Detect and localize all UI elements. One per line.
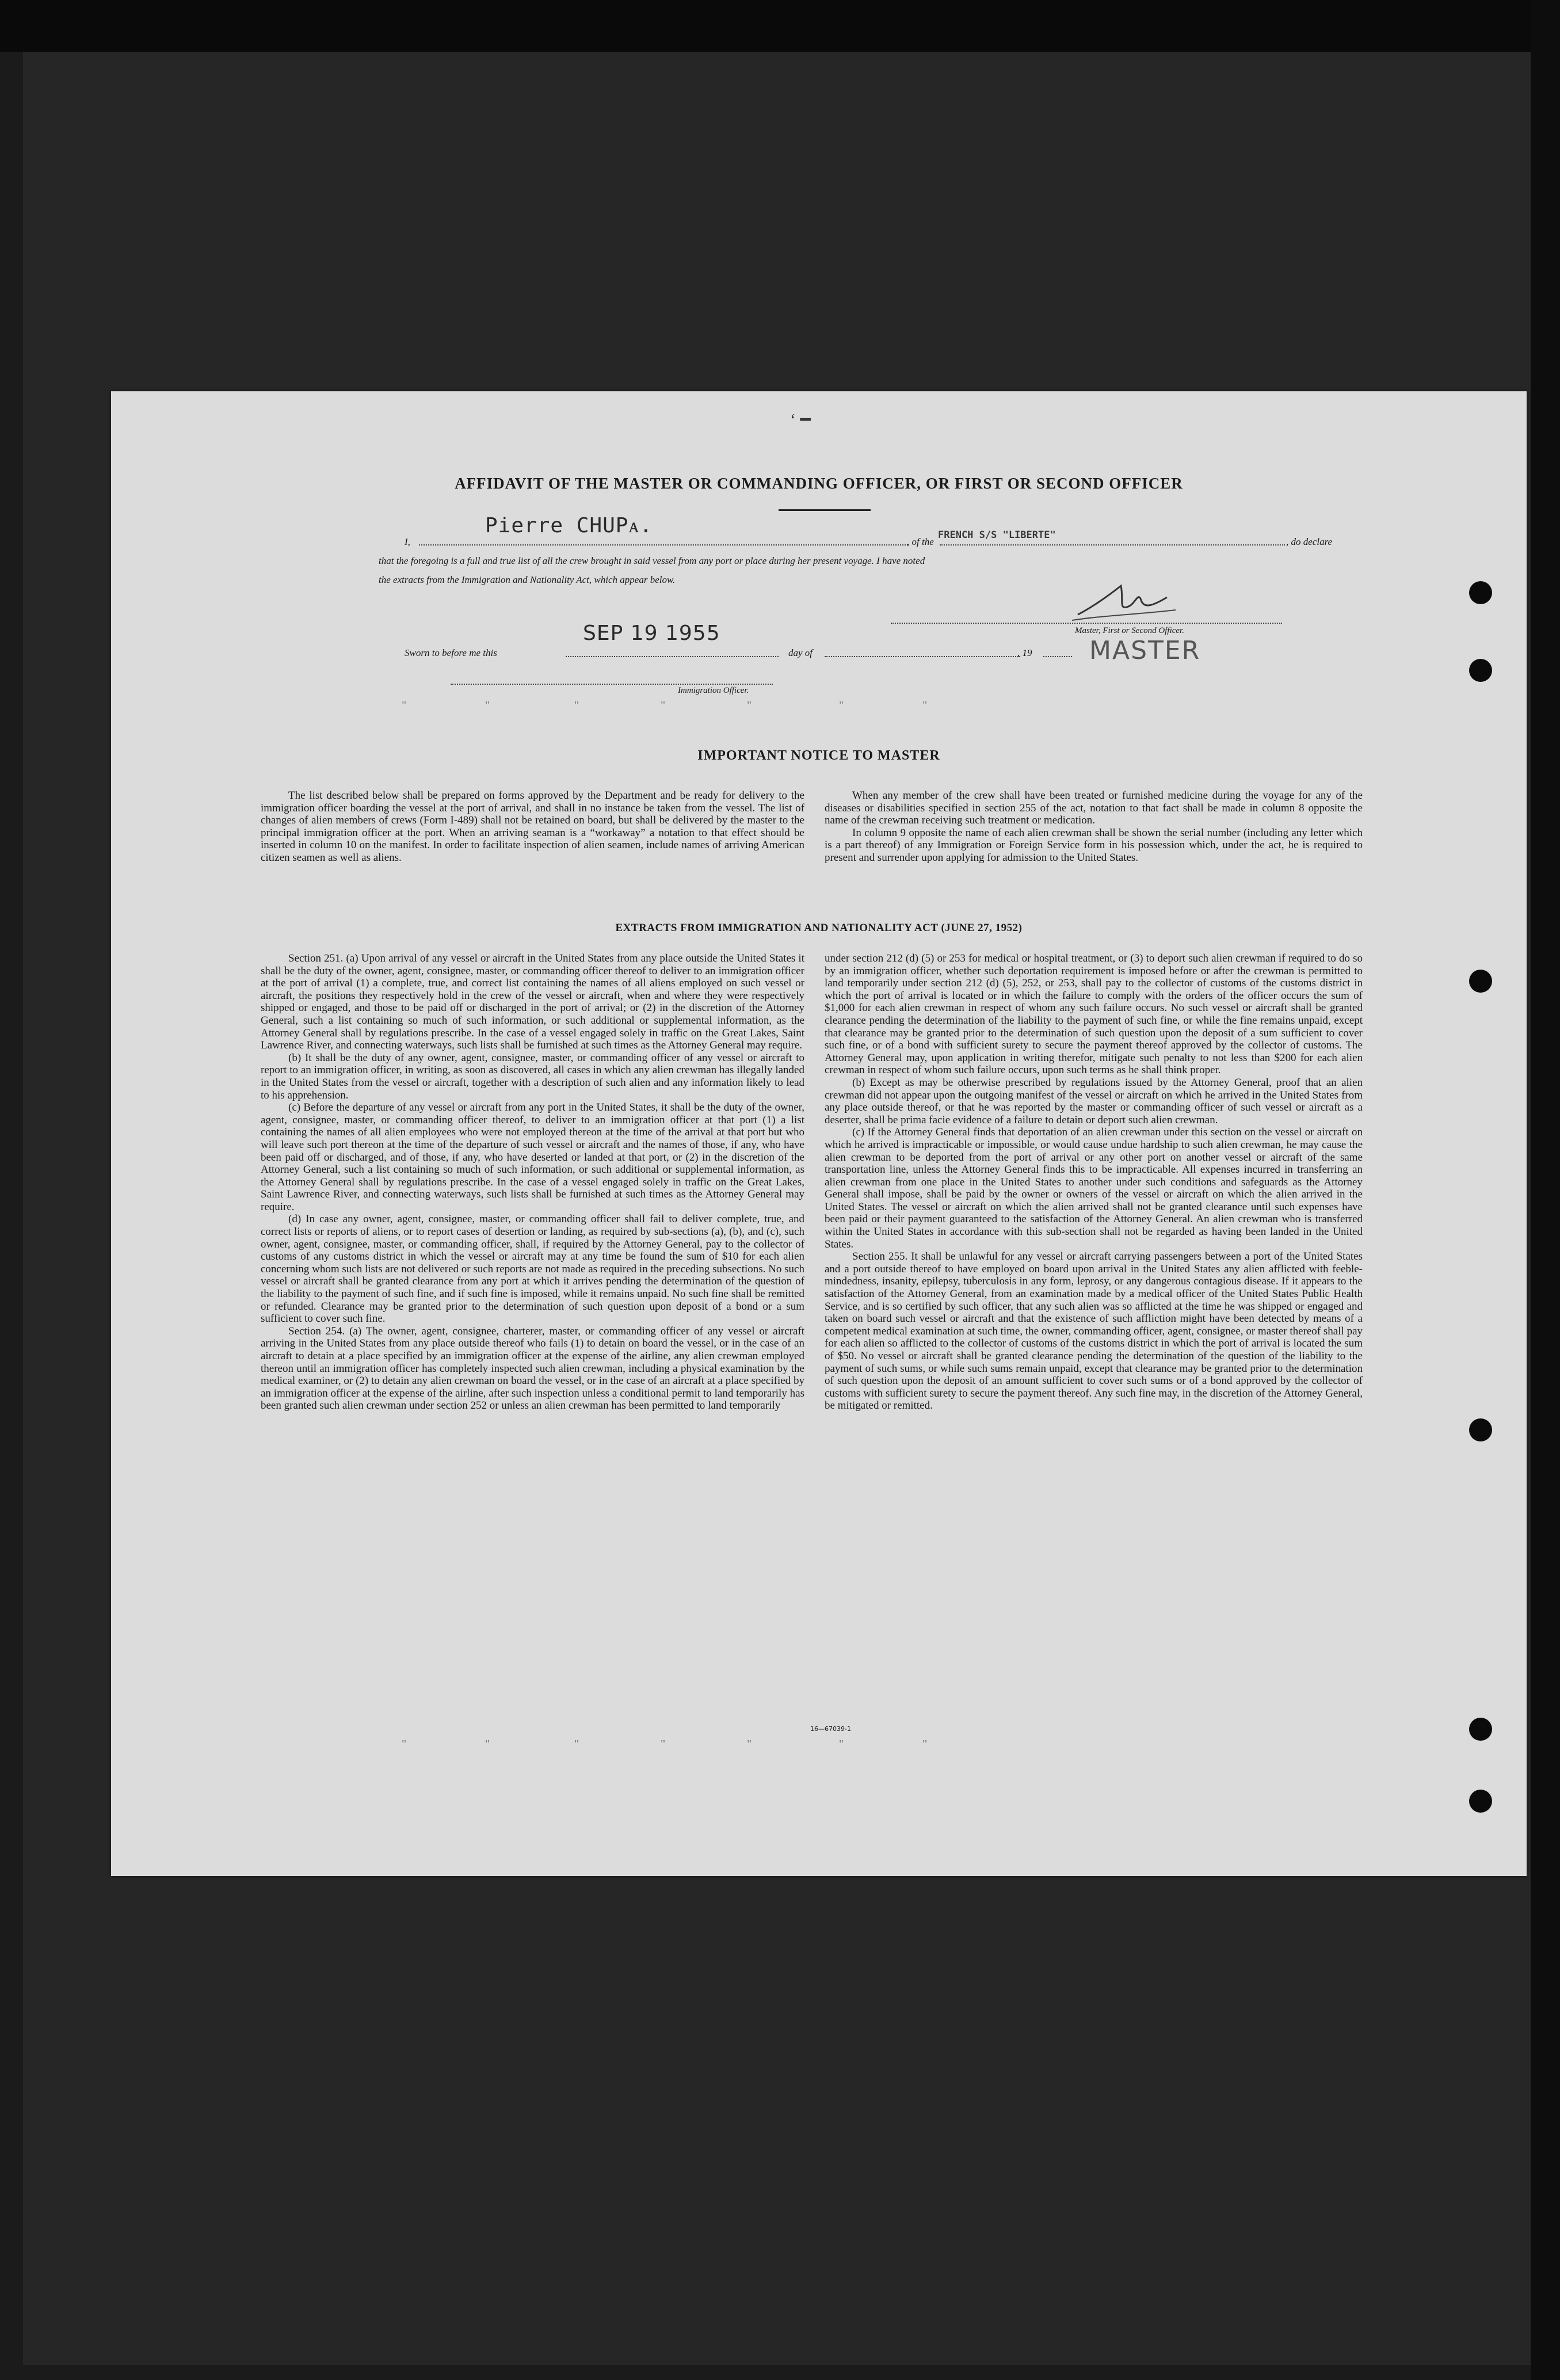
ditto-mark: " <box>402 699 407 712</box>
film-top-border <box>0 0 1560 52</box>
ditto-mark: " <box>922 1738 928 1750</box>
act-section-paragraph: Section 254. (a) The owner, agent, consignee, charterer, master, or commanding officer of any vessel or aircraft arriving in the United States from any place outside thereof who fails (1) to detain on board the vessel, or in the case of an aircraft to detain at a place specified by an immigration officer at the expense of the airline, any alien crewman employed thereon until an immigration officer has completely inspected such alien crewman, including a physical examination by the medical examiner, or (2) to detain any alien crewman on board the vessel, or in the case of an aircraft at a place specified by an immigration officer at the expense of the airline, after such inspection unless a conditional permit to land temporarily has been granted such alien crewman under section 252 or unless an alien crewman has been permitted to land temporarily <box>261 1325 804 1412</box>
ditto-mark: " <box>574 1738 579 1750</box>
printer-code: 16—67039-1 <box>810 1725 851 1733</box>
master-stamp: MASTER <box>1089 636 1201 665</box>
do-declare-label: , do declare <box>1286 536 1333 547</box>
declarant-name-line <box>419 544 908 546</box>
scan-mark: ‘ ━ <box>790 410 811 429</box>
act-section-paragraph: Section 251. (a) Upon arrival of any vessel or aircraft in the United States from any place outside the United States it shall be the duty of the owner, agent, consignee, master, or commanding officer thereof to deliver to an immigration officer at the port of arrival (1) a complete, true, and correct list containing the names of all aliens employed on such vessel or aircraft, the positions they respectively hold in the crew of the vessel or aircraft, when and where they were respectively shipped or engaged, and those to be paid off or discharged in the port of arrival; or (2) in the discretion of the Attorney General, such a list containing so much of such information, or such additional or supplemental information, as the Attorney General shall by regulations prescribe. In the case of a vessel engaged solely in traffic on the Great Lakes, Saint Lawrence River, and connecting waterways, such lists shall be furnished at such times as the Attorney General may require. <box>261 952 804 1052</box>
affidavit-title: AFFIDAVIT OF THE MASTER OR COMMANDING OFFICER, OR FIRST OR SECOND OFFICER <box>455 475 1183 492</box>
act-section-paragraph: Section 255. It shall be unlawful for any vessel or aircraft carrying passengers between a port of the United States and a port outside thereof to have employed on board upon arrival in the United States any alien afflicted with feeble-mindedness, insanity, epilepsy, tuberculosis in any form, leprosy, or any dangerous contagious disease. If it appears to the satisfaction of the Attorney General, from an examination made by a medical officer of the United States Public Health Service, and is so certified by such officer, that any such alien was so afflicted at the time he was shipped or engaged and taken on board such vessel or aircraft and that the existence of such affliction might have been detected by means of a competent medical examination at such time, the owner, commanding officer, agent, consignee, or master thereof shall pay for each alien so afflicted to the collector of customs of the customs district in which the port of arrival is located the sum of $50. No vessel or aircraft shall be granted clearance pending the determination of the question of the liability to the payment of such sums, or while such sums remain unpaid, except that clearance may be granted prior to the determination of such question upon the deposit of an amount sufficient to cover such sums or of a bond approved by the collector of customs with sufficient surety to secure the payment thereof. Any such fine may, in the discretion of the Attorney General, be mitigated or remitted. <box>825 1250 1363 1412</box>
master-signature <box>1066 574 1181 629</box>
declarant-prefix: I, <box>405 536 410 547</box>
notice-left-column <box>261 789 804 864</box>
ditto-mark: " <box>839 1738 844 1750</box>
year-label: , 19 <box>1017 647 1032 658</box>
month-line <box>825 656 1020 657</box>
punch-hole-icon <box>1469 1418 1492 1441</box>
immigration-caption: Immigration Officer. <box>678 686 749 695</box>
ditto-mark: " <box>839 699 844 712</box>
vessel-name: FRENCH S/S "LIBERTE" <box>938 529 1056 541</box>
ditto-mark: " <box>574 699 579 712</box>
declarant-name: Pierre CHUPᴀ. <box>485 514 653 537</box>
vessel-name-line <box>940 544 1285 546</box>
sworn-label: Sworn to before me this <box>405 647 497 658</box>
extracts-left-column <box>261 952 804 1412</box>
act-section-paragraph: under section 212 (d) (5) or 253 for medical or hospital treatment, or (3) to deport such alien crewman if required to do so by an immigration officer, whether such deportation requirement is imposed before or after the crewman is permitted to land temporarily under section 212 (d) (5), 252, or 253, shall pay to the collector of customs of the customs district in which the port of arrival is located or in which the failure to comply with the orders of the officer occurs the sum of $1,000 for each alien crewman in respect of whom any such failure occurs. No such vessel or aircraft shall be granted clearance pending the determination of the liability to the payment of such fine, or while the fine remains unpaid, except that clearance may be granted prior to the determination of such question upon the deposit of a sum sufficient to cover such fine, or of a bond with sufficient surety to secure the payment thereof approved by the collector of customs. The Attorney General may, upon application in writing therefor, mitigate such penalty to not less than $200 for each alien crewman in respect of whom such failure occurs, upon such terms as he shall think proper. <box>825 952 1363 1077</box>
affidavit-page <box>111 391 1527 1876</box>
ditto-mark: " <box>485 699 490 712</box>
year-line <box>1043 656 1072 657</box>
title-underline <box>779 509 871 511</box>
extracts-right-column <box>825 952 1363 1412</box>
ditto-mark: " <box>661 1738 666 1750</box>
master-signature-line <box>891 623 1282 624</box>
extracts-title: EXTRACTS FROM IMMIGRATION AND NATIONALITY ACT (JUNE 27, 1952) <box>615 922 1023 934</box>
ditto-mark: " <box>922 699 928 712</box>
act-section-paragraph: (d) In case any owner, agent, consignee, master, or commanding officer shall fail to deliver complete, true, and correct lists or reports of aliens, or to report cases of desertion or landing, as required by sub-sections (a), (b), and (c), such owner, agent, consignee, master, or commanding officer, shall, if required by the Attorney General, pay to the collector of customs of any customs district in which the vessel or aircraft may at any time be found the sum of $10 for each alien concerning whom such lists are not delivered or such reports are not made as required in the preceding subsections. No such vessel or aircraft shall be granted clearance from any port at which it arrives pending the determination of the question of the liability to the payment of such fine, and if such fine is imposed, while it remains unpaid. No such fine shall be remitted or refunded. Clearance may be granted prior to the determination of such question upon deposit of a bond or a sum sufficient to cover such fine. <box>261 1213 804 1325</box>
declaration-line-2: that the foregoing is a full and true list of all the crew brought in said vessel from any port or place during her present voyage. I have noted <box>379 555 925 566</box>
day-of-label: day of <box>788 647 813 658</box>
notice-paragraph: The list described below shall be prepared on forms approved by the Department and be ready for delivery to the immigration officer boarding the vessel at the port of arrival, and shall in no instance be taken from the vessel. The list of changes of alien members of crews (Form I-489) shall not be retained on board, but shall be delivered by the master to the principal immigration officer at the port. When an arriving seaman is a “workaway” a notation to that effect should be inserted in column 10 on the manifest. In order to facilitate inspection of alien seamen, include names of arriving American citizen seamen as well as aliens. <box>261 789 804 864</box>
punch-hole-icon <box>1469 581 1492 604</box>
of-the-label: , of the <box>907 536 934 547</box>
ditto-mark: " <box>747 1738 752 1750</box>
act-section-paragraph: (c) If the Attorney General finds that deportation of an alien crewman under this section on the vessel or aircraft on which he arrived is impracticable or impossible, or would cause undue hardship to such alien crewman, he may cause the alien crewman to be deported from the port of arrival or any other port on another vessel or aircraft of the same transportation line, unless the Attorney General finds this to be impracticable. All expenses incurred in transferring an alien crewman from one place in the United States to another under such conditions and safeguards as the Attorney General shall impose, shall be paid by the owner or owners of the vessel or aircraft on which the alien arrived in the United States. The vessel or aircraft on which the alien arrived shall not be granted clearance until such expenses have been paid or their payment guaranteed to the satisfaction of the Attorney General. An alien crewman who is transferred within the United States in accordance with this sub-section shall not be regarded as having been landed in the United States. <box>825 1126 1363 1250</box>
notice-paragraph: In column 9 opposite the name of each alien crewman shall be shown the serial number (including any letter which is a part thereof) of any Immigration or Foreign Service form in his possession which, under the act, he is required to present and surrender upon applying for admission to the United States. <box>825 826 1363 864</box>
sworn-date: SEP 19 1955 <box>583 621 720 645</box>
ditto-mark: " <box>661 699 666 712</box>
sworn-date-line <box>566 656 779 657</box>
punch-hole-icon <box>1469 659 1492 682</box>
punch-hole-icon <box>1469 1790 1492 1813</box>
ditto-mark: " <box>485 1738 490 1750</box>
punch-hole-icon <box>1469 970 1492 993</box>
act-section-paragraph: (b) Except as may be otherwise prescribed by regulations issued by the Attorney General, proof that an alien crewman did not appear upon the outgoing manifest of the vessel or aircraft on which he arrived in the United States from any place outside thereof, or that he was reported by the master or commanding officer of such vessel or aircraft as a deserter, shall be prima facie evidence of a failure to detain or deport such alien crewman. <box>825 1076 1363 1126</box>
ditto-mark: " <box>747 699 752 712</box>
act-section-paragraph: (b) It shall be the duty of any owner, agent, consignee, master, or commanding officer of any vessel or aircraft to report to an immigration officer, in writing, as soon as discovered, all cases in which any alien crewman has illegally landed in the United States from the vessel or aircraft, together with a description of such alien and any information likely to lead to his apprehension. <box>261 1051 804 1101</box>
notice-title: IMPORTANT NOTICE TO MASTER <box>697 748 940 763</box>
notice-paragraph: When any member of the crew shall have been treated or furnished medicine during the voyage for any of the diseases or disabilities specified in section 255 of the act, notation to that fact shall be made in column 8 opposite the name of the crewman receiving such treatment or medication. <box>825 789 1363 827</box>
master-caption: Master, First or Second Officer. <box>1075 626 1184 635</box>
act-section-paragraph: (c) Before the departure of any vessel or aircraft from any port in the United States, it shall be the duty of the owner, agent, consignee, master, or commanding officer thereof, to deliver to an immigration officer at that port (1) a list containing the names of all alien employees who were not employed thereon at the time of the arrival at that port but who will leave such port thereon at the time of the departure of such vessel or aircraft and the names of those, if any, who have been paid off or discharged, and of those, if any, who have deserted or landed at that port, or (2) in the discretion of the Attorney General, such a list containing so much of such information, or such additional or supplemental information, as the Attorney General shall by regulations prescribe. In the case of a vessel engaged solely in traffic on the Great Lakes, Saint Lawrence River, and connecting waterways, such lists shall be furnished at such times as the Attorney General may require. <box>261 1101 804 1213</box>
immigration-officer-line <box>451 684 773 685</box>
ditto-mark: " <box>402 1738 407 1750</box>
notice-right-column <box>825 789 1363 864</box>
declaration-line-3: the extracts from the Immigration and Nationality Act, which appear below. <box>379 574 676 585</box>
punch-hole-icon <box>1469 1718 1492 1741</box>
film-right-border <box>1531 0 1560 2380</box>
